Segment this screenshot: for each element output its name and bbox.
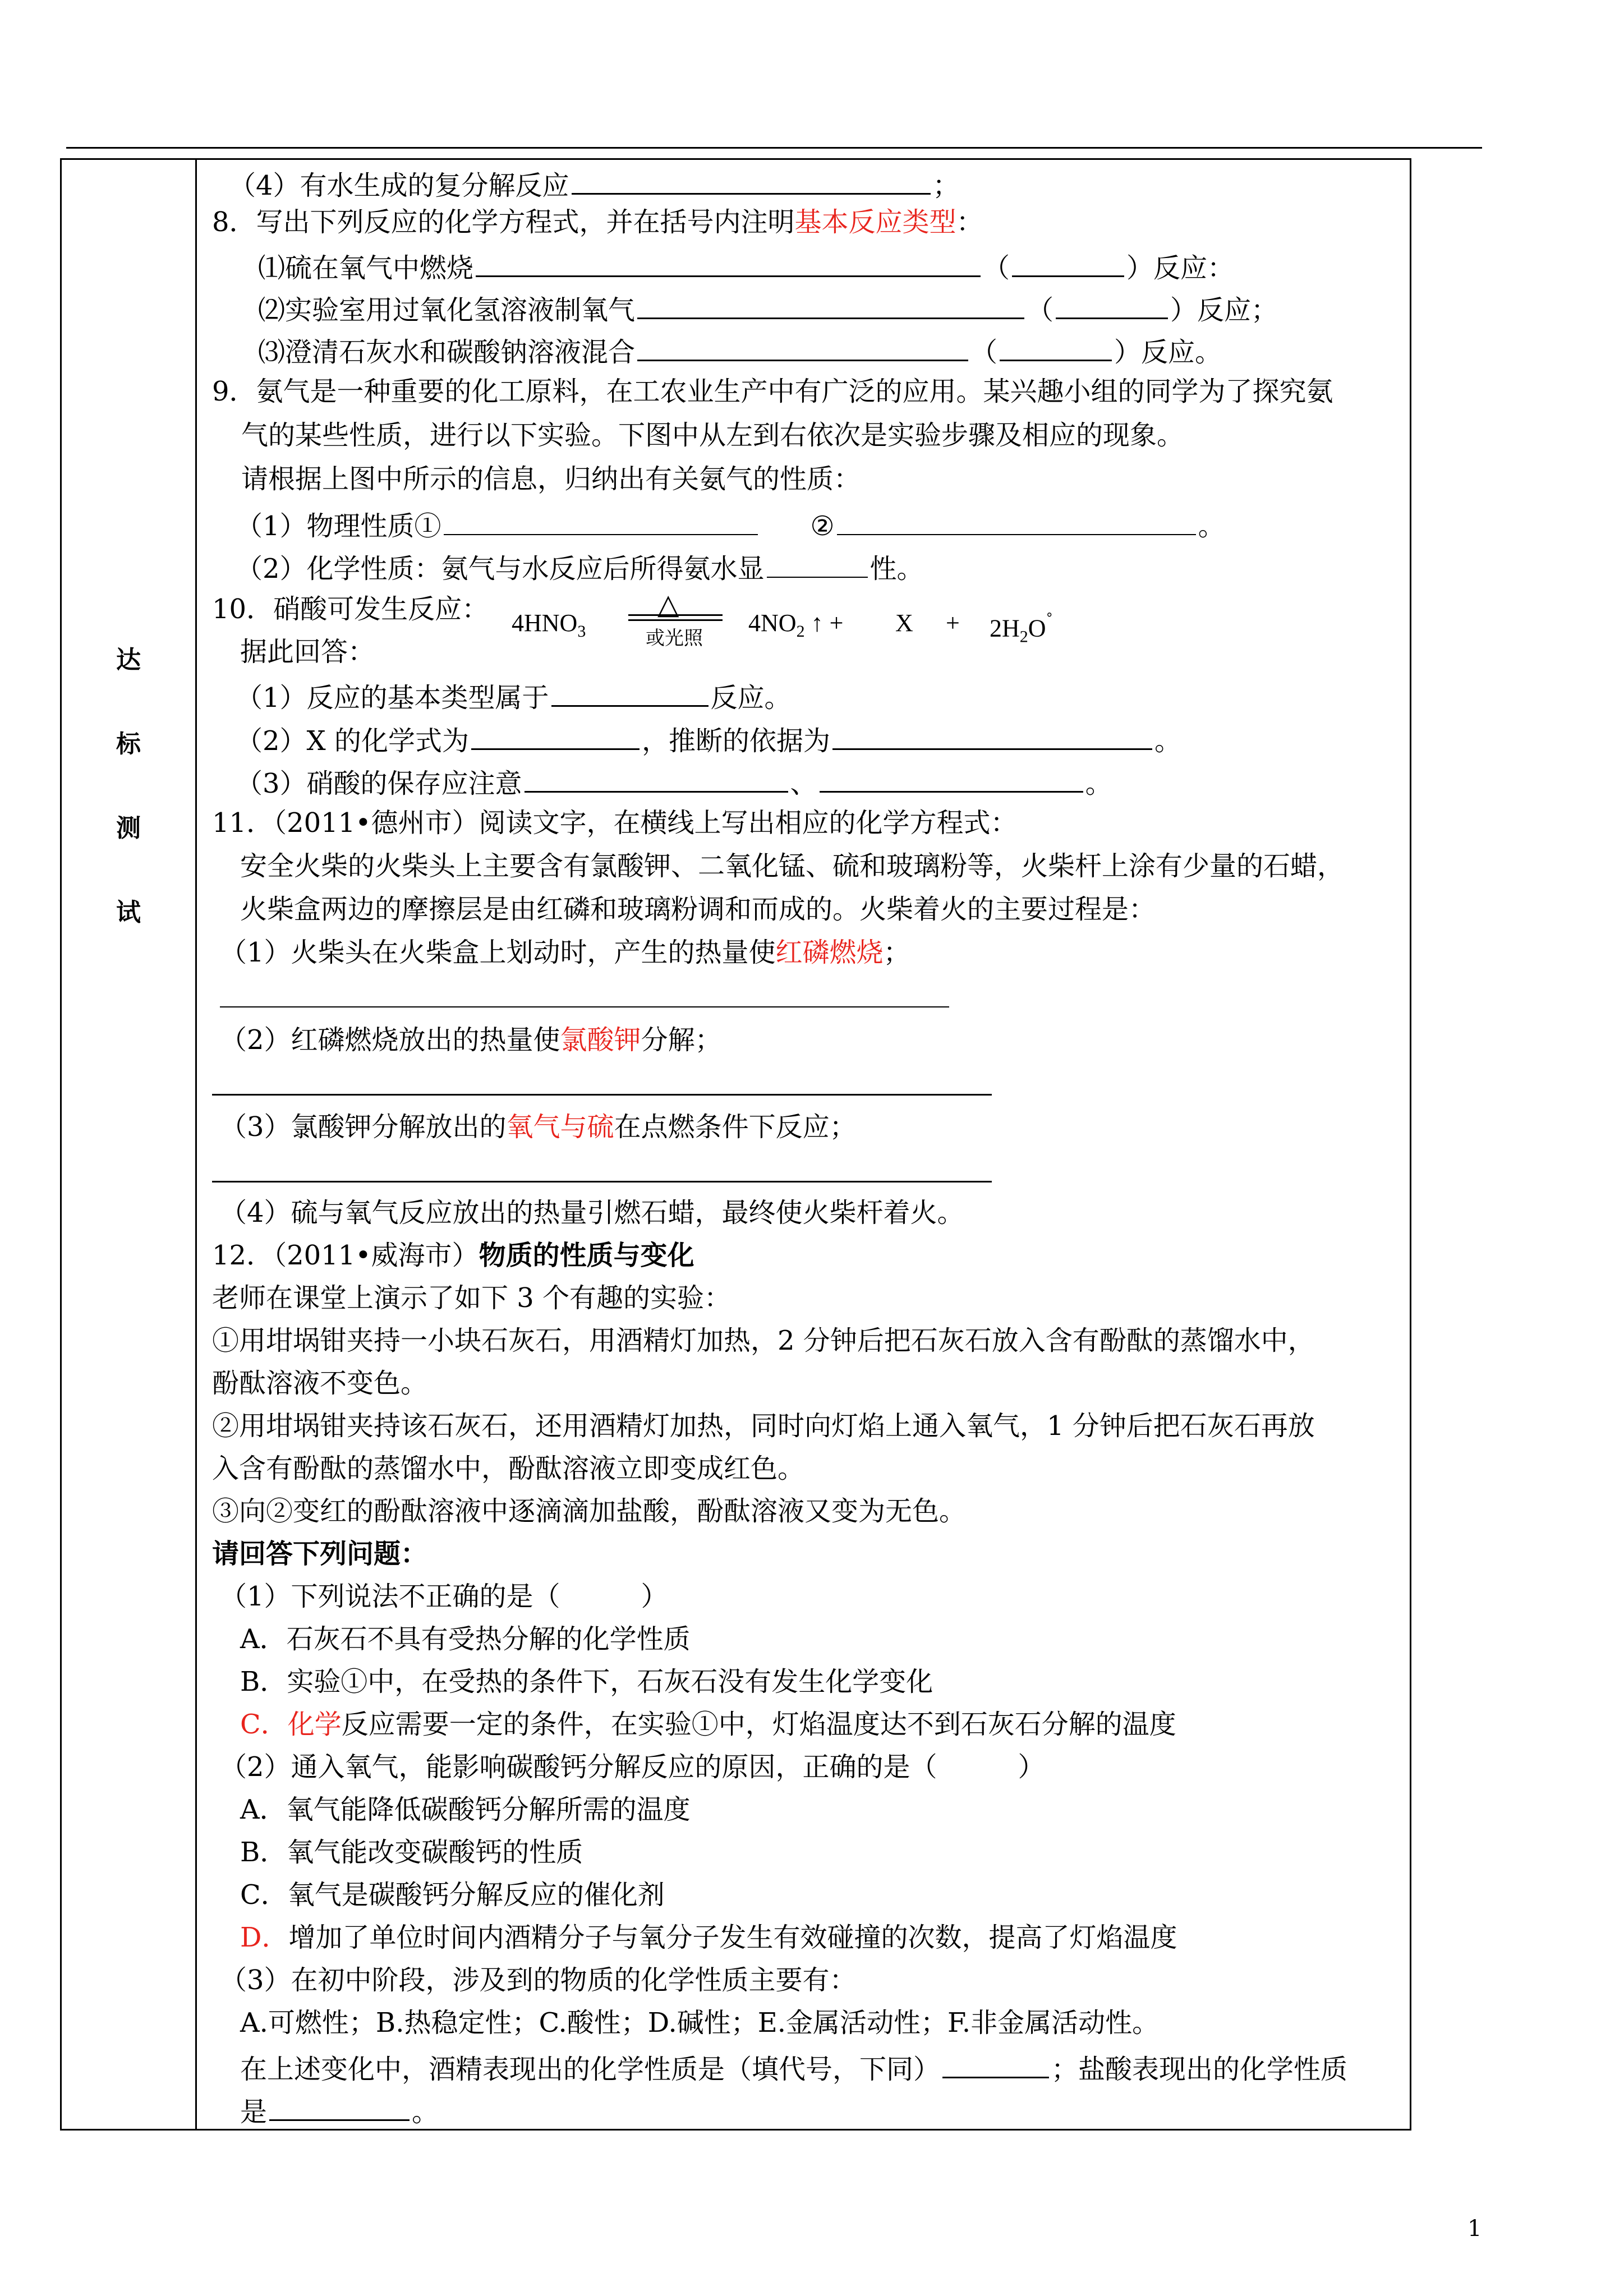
question-text: ⑵实验室用过氧化氢溶液制氧气 — [258, 295, 636, 326]
side-label-char: 测 — [116, 814, 141, 843]
highlight-text: C．化学 — [240, 1709, 342, 1740]
question-text: ： — [956, 206, 983, 238]
answer-blank[interactable] — [476, 251, 981, 277]
page-number: 1 — [1467, 2216, 1482, 2242]
answer-blank[interactable] — [1012, 251, 1124, 277]
question-text: （1）反应的基本类型属于 — [236, 682, 549, 714]
question-text: （3）氯酸钾分解放出的 — [220, 1111, 507, 1143]
question-text: （4）硫与氧气反应放出的热量引燃石蜡，最终使火柴杆着火。 — [220, 1197, 964, 1228]
paren: （ — [1027, 295, 1054, 326]
question-text: 反应。 — [710, 682, 792, 714]
question-text: 火柴盒两边的摩擦层是由红磷和玻璃粉调和而成的。火柴着火的主要过程是： — [240, 894, 1156, 925]
question-text: （3）在初中阶段，涉及到的物质的化学性质主要有： — [220, 1964, 857, 1996]
question-text: 据此回答： — [240, 636, 375, 668]
question-text: 在上述变化中，酒精表现出的化学性质是（填代号，下同） — [240, 2054, 941, 2085]
question-line — [236, 680, 792, 714]
option-text: C．氧气是碳酸钙分解反应的催化剂 — [240, 1879, 665, 1911]
paren: （ — [970, 337, 998, 368]
option-text: A.可燃性；B.热稳定性；C.酸性；D.碱性；E.金属活动性；F.非金属活动性。 — [240, 2007, 1160, 2039]
answer-blank[interactable] — [767, 552, 868, 578]
question-text: 11．（2011•德州市）阅读文字，在横线上写出相应的化学方程式： — [212, 807, 1018, 839]
paren: ）反应： — [1126, 252, 1235, 284]
equation-product: $2H_2O^˚$ — [990, 609, 1053, 646]
answer-blank[interactable] — [837, 509, 1196, 535]
answer-line[interactable] — [220, 1006, 949, 1007]
equation-bar — [628, 614, 723, 616]
option-text: B．实验①中，在受热的条件下，石灰石没有发生化学变化 — [240, 1666, 933, 1697]
question-text: ②用坩埚钳夹持该石灰石，还用酒精灯加热，同时向灯焰上通入氧气，1 分钟后把石灰石再放 — [212, 1410, 1315, 1442]
question-12-title — [212, 1242, 694, 1269]
highlight-text: 红磷燃烧 — [775, 937, 884, 968]
question-8-title — [212, 206, 983, 238]
equation-condition: 或光照 — [646, 627, 703, 650]
equation-bar — [628, 619, 723, 621]
side-label-char: 标 — [116, 730, 141, 758]
option-text: A．氧气能降低碳酸钙分解所需的温度 — [240, 1794, 691, 1825]
question-text: 分解； — [641, 1024, 722, 1056]
question-text: 8．写出下列反应的化学方程式，并在括号内注明 — [212, 206, 795, 238]
equation-product: $4NO_2$ ↑ + — [748, 609, 844, 641]
question-text: 在点燃条件下反应； — [614, 1111, 857, 1143]
question-text: （2）X 的化学式为 — [236, 725, 469, 757]
highlight-text: 氧气与硫 — [506, 1111, 614, 1143]
question-text: 酚酞溶液不变色。 — [212, 1368, 428, 1399]
option-line — [240, 1711, 1176, 1738]
question-line — [220, 1024, 722, 1056]
question-heading: 物质的性质与变化 — [479, 1240, 694, 1271]
question-text: 老师在课堂上演示了如下 3 个有趣的实验： — [212, 1282, 732, 1314]
answer-blank[interactable] — [444, 509, 758, 535]
question-line — [236, 724, 1182, 757]
option-text: A．石灰石不具有受热分解的化学性质 — [240, 1623, 691, 1655]
question-text: （3）硝酸的保存应注意 — [236, 768, 522, 799]
table-column-divider — [195, 158, 197, 2131]
question-text: ⑴硫在氧气中燃烧 — [258, 252, 474, 284]
question-line — [236, 766, 1112, 797]
question-text: ③向②变红的酚酞溶液中逐滴滴加盐酸，酚酞溶液又变为无色。 — [212, 1496, 967, 1527]
paren: （ — [983, 252, 1010, 284]
question-text: 。 — [1154, 725, 1182, 757]
question-text: （1）物理性质① — [236, 510, 441, 542]
question-text: 9．氨气是一种重要的化工原料，在工农业生产中有广泛的应用。某兴趣小组的同学为了探究氨 — [212, 376, 1333, 407]
option-text: B．氧气能改变碳酸钙的性质 — [240, 1837, 583, 1868]
question-text: 、 — [790, 768, 817, 799]
question-line — [236, 509, 1225, 540]
answer-blank[interactable] — [269, 2095, 410, 2121]
question-text: （2）红磷燃烧放出的热量使 — [220, 1024, 560, 1056]
question-text: 请根据上图中所示的信息，归纳出有关氨气的性质： — [241, 463, 861, 495]
answer-blank[interactable] — [637, 293, 1024, 319]
question-text: 12．（2011•威海市） — [212, 1240, 479, 1271]
question-text: 10．硝酸可发生反应： — [212, 593, 489, 625]
question-line — [240, 2095, 439, 2128]
answer-blank[interactable] — [551, 680, 709, 707]
answer-blank[interactable] — [572, 168, 931, 195]
equation-product: X — [895, 609, 913, 637]
answer-blank[interactable] — [471, 724, 640, 750]
question-text: ； — [883, 937, 910, 968]
paren: ）反应。 — [1114, 337, 1222, 368]
equation-reactant: $4HNO_3$ — [512, 609, 586, 641]
side-label-char: 试 — [116, 898, 141, 927]
question-line — [258, 335, 1222, 366]
question-text: 。 — [1085, 768, 1112, 799]
question-text: ，推断的依据为 — [641, 725, 830, 757]
question-line — [258, 293, 1278, 324]
answer-line[interactable] — [212, 1094, 992, 1096]
question-text: （4）有水生成的复分解反应 — [229, 170, 569, 201]
question-table — [60, 158, 1411, 2131]
question-line — [258, 251, 1234, 282]
question-text: （1）火柴头在火柴盒上划动时，产生的热量使 — [220, 937, 776, 968]
question-text: ⑶澄清石灰水和碳酸钠溶液混合 — [258, 337, 636, 368]
question-line — [220, 939, 910, 966]
answer-line[interactable] — [212, 1181, 992, 1182]
question-text: ；盐酸表现出的化学性质 — [1051, 2054, 1348, 2085]
answer-blank[interactable] — [832, 724, 1152, 750]
answer-blank[interactable] — [1000, 335, 1112, 361]
paren: ）反应； — [1170, 295, 1278, 326]
answer-blank[interactable] — [1056, 293, 1168, 319]
question-text: 气的某些性质，进行以下实验。下图中从左到右依次是实验步骤及相应的现象。 — [241, 420, 1184, 451]
header-rule — [66, 147, 1482, 149]
answer-blank[interactable] — [637, 335, 968, 361]
option-line — [240, 1924, 1177, 1951]
option-text: 反应需要一定的条件，在实验①中，灯焰温度达不到石灰石分解的温度 — [341, 1709, 1176, 1740]
option-text: 增加了单位时间内酒精分子与氧分子发生有效碰撞的次数，提高了灯焰温度 — [288, 1922, 1177, 1953]
answer-blank[interactable] — [942, 2052, 1049, 2078]
question-text: 入含有酚酞的蒸馏水中，酚酞溶液立即变成红色。 — [212, 1453, 805, 1484]
question-text: 。 — [1198, 510, 1225, 542]
question-line — [229, 168, 960, 199]
highlight-text: 基本反应类型 — [794, 206, 956, 238]
heat-symbol: △ — [657, 588, 679, 620]
question-text: 。 — [412, 2096, 439, 2128]
question-text: ①用坩埚钳夹持一小块石灰石，用酒精灯加热，2 分钟后把石灰石放入含有酚酞的蒸馏水中， — [212, 1325, 1315, 1356]
equation-plus: + — [946, 609, 960, 637]
question-text: 是 — [240, 2096, 268, 2128]
question-text: 安全火柴的火柴头上主要含有氯酸钾、二氧化锰、硫和玻璃粉等，火柴杆上涂有少量的石蜡， — [240, 850, 1345, 882]
highlight-text: D． — [240, 1922, 289, 1953]
question-line — [240, 2052, 1347, 2083]
question-text: （2）通入氧气，能影响碳酸钙分解反应的原因，正确的是（ ） — [220, 1751, 1045, 1783]
question-line — [220, 1111, 857, 1143]
question-line — [236, 552, 924, 585]
answer-blank[interactable] — [525, 766, 788, 793]
highlight-text: 氯酸钾 — [560, 1024, 641, 1056]
question-text: ； — [932, 170, 960, 201]
question-text: （1）下列说法不正确的是（ ） — [220, 1581, 668, 1612]
question-text: ② — [810, 510, 835, 542]
question-text: （2）化学性质：氨气与水反应后所得氨水显 — [236, 553, 765, 585]
question-text: 性。 — [869, 553, 924, 585]
answer-blank[interactable] — [820, 766, 1083, 793]
side-label-char: 达 — [116, 646, 141, 674]
question-heading: 请回答下列问题： — [212, 1538, 428, 1570]
